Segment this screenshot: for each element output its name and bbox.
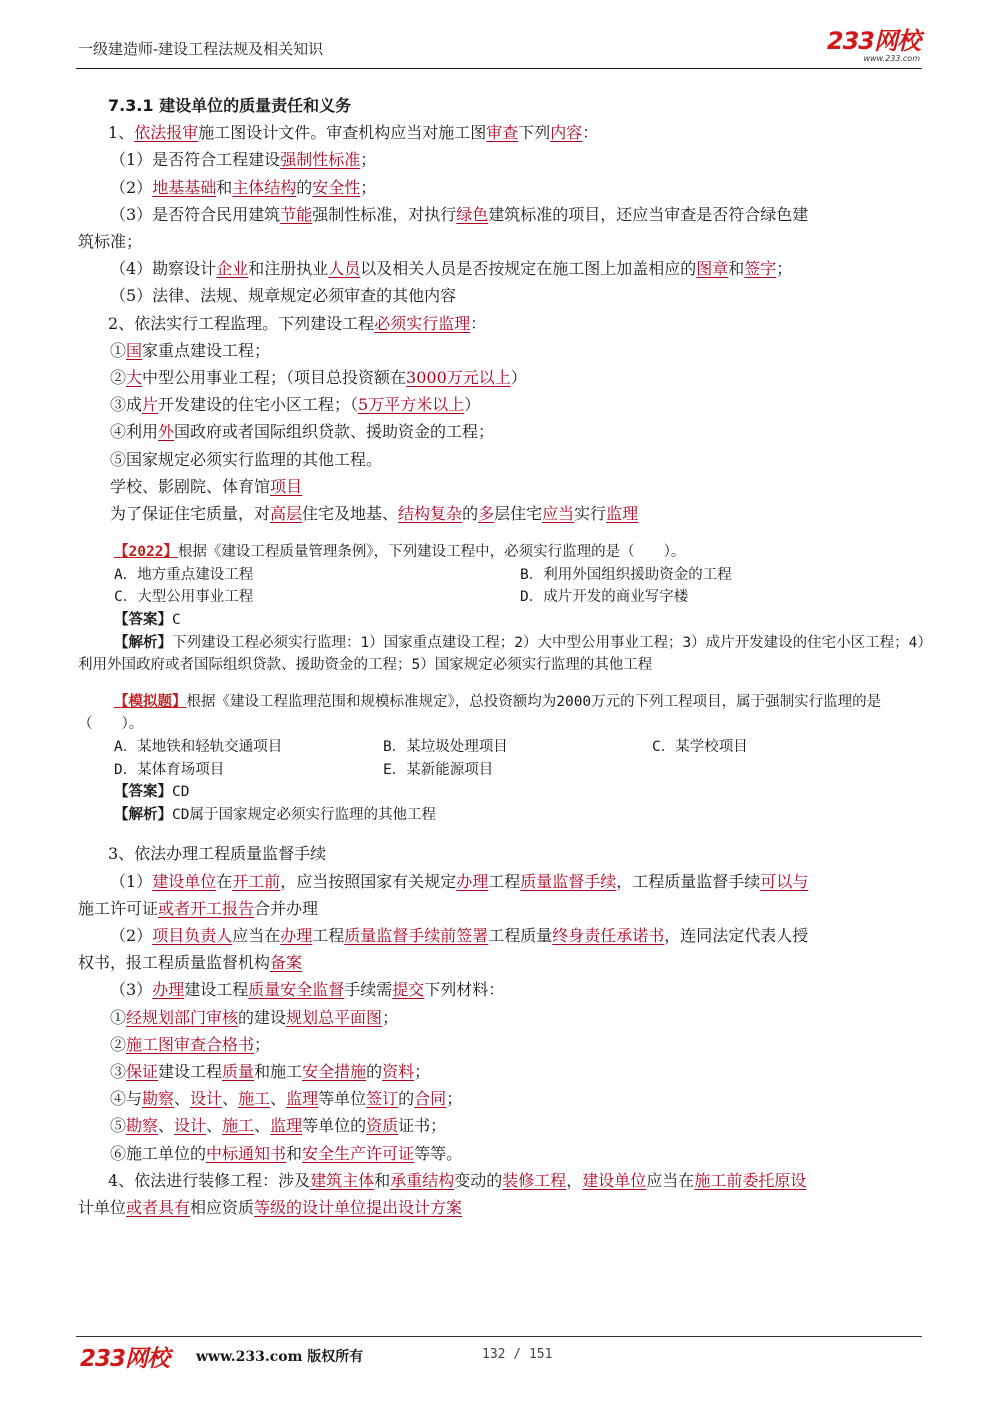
text-segment: ① — [110, 1007, 127, 1027]
keyword: 必须实行监理 — [374, 313, 471, 333]
header-title: 一级建造师-建设工程法规及相关知识 — [78, 40, 324, 58]
option-c: C．大型公用事业工程 — [114, 589, 254, 606]
paragraph — [78, 500, 928, 527]
text-segment: 和 — [216, 177, 233, 197]
keyword: 审查 — [486, 123, 519, 143]
text-segment: 体育馆 — [222, 476, 271, 496]
text-segment: 权书，报工程质量监督机构 — [78, 953, 271, 973]
text-segment: 、 — [206, 476, 223, 496]
text-segment: ③ — [110, 1062, 127, 1081]
footer-logo: 233网校 — [80, 1346, 170, 1372]
list-item — [78, 1058, 928, 1085]
keyword: 质量监督手续前签署 — [344, 925, 489, 945]
keyword: 办理 — [152, 980, 185, 1000]
answer — [78, 781, 928, 804]
keyword: 监理 — [606, 504, 639, 524]
keyword: 人员 — [328, 259, 361, 279]
text-segment: ④与 — [110, 1089, 143, 1109]
answer-label: 【答案】 — [114, 784, 172, 801]
list-item — [78, 1004, 928, 1031]
paragraph-continued — [78, 1194, 928, 1221]
answer-value: CD — [172, 784, 190, 801]
analysis — [78, 804, 928, 827]
list-item — [78, 473, 928, 500]
keyword: 建筑主体 — [310, 1170, 375, 1190]
question-tag: 【2022】 — [114, 544, 178, 561]
text-segment: 和 — [374, 1170, 391, 1190]
text-segment: 的 — [366, 1062, 383, 1081]
keyword: 签字 — [744, 259, 777, 279]
list-item — [78, 255, 928, 282]
text-segment: 实行 — [574, 504, 607, 524]
keyword: 3000万元以上 — [406, 368, 511, 388]
text-segment: （2） — [110, 177, 153, 197]
keyword: 规划总平面图 — [286, 1007, 383, 1027]
text-segment: 、 — [222, 1089, 239, 1109]
question-stem — [78, 691, 928, 736]
analysis-text: 下列建设工程必须实行监理：1）国家重点建设工程；2）大中型公用事业工程；3）成片开发建设的住宅小区工程；4）利用外国政府或者国际组织贷款、援助资金的工程；5）国家规定必须实行监理的其他工程 — [78, 634, 925, 674]
answer — [78, 609, 928, 632]
text-segment: 、 — [270, 1089, 287, 1109]
text-segment: ； — [382, 1007, 399, 1027]
keyword: 提交 — [392, 980, 425, 1000]
text-segment: 和 — [728, 259, 745, 279]
keyword: 施工前委托原设 — [694, 1170, 807, 1190]
keyword: 装修工程 — [502, 1170, 567, 1190]
text-segment: 等等。 — [414, 1143, 463, 1163]
text-segment: 应当在 — [232, 925, 281, 945]
keyword: 等级的设计单位提出设计方案 — [254, 1198, 463, 1218]
text-segment: 、 — [206, 1116, 223, 1136]
option-a: A．地方重点建设工程 — [114, 566, 254, 583]
list-item: （5）法律、法规、规章规定必须审查的其他内容 — [110, 286, 457, 306]
text-segment: 的 — [462, 504, 479, 524]
text-segment: 、 — [158, 1116, 175, 1136]
text-segment: 1、 — [108, 123, 135, 143]
text-segment: （4）勘察设计 — [110, 259, 217, 279]
option-a: A．某地铁和轻轨交通项目 — [114, 739, 283, 755]
logo-text: 233网校 — [826, 27, 920, 55]
keyword: 安全性 — [312, 177, 361, 197]
list-item — [78, 1031, 928, 1058]
text-segment: 下列 — [518, 123, 551, 143]
list-item-continued: 筑标准； — [78, 232, 143, 252]
keyword: 强制性标准 — [280, 150, 361, 170]
keyword: 承重结构 — [390, 1170, 455, 1190]
text-segment: 以及相关人员是否按规定在施工图上加盖相应的 — [360, 259, 697, 279]
analysis-label: 【解析】 — [114, 634, 172, 651]
keyword: 绿色 — [456, 204, 489, 224]
keyword: 建设单位 — [152, 871, 217, 891]
paragraph — [78, 310, 928, 337]
keyword: 资料 — [382, 1062, 415, 1081]
text-segment: ； — [360, 177, 377, 197]
keyword: 备案 — [270, 953, 303, 973]
text-segment: （3）是否符合民用建筑 — [110, 204, 281, 224]
list-item — [78, 391, 928, 418]
text-segment: ； — [776, 259, 793, 279]
keyword: 施工 — [222, 1116, 255, 1136]
text-segment: 施工图设计文件。审查机构应当对施工图 — [198, 123, 487, 143]
keyword: 中标通知书 — [206, 1143, 287, 1163]
text-segment: 4、依法进行装修工程：涉及 — [108, 1170, 311, 1190]
keyword: 终身责任承诺书 — [552, 925, 665, 945]
text-segment: ② — [110, 368, 127, 388]
keyword: 外 — [158, 422, 175, 442]
text-segment: （2） — [110, 925, 153, 945]
list-item — [78, 976, 928, 1003]
text-segment: ； — [360, 150, 377, 170]
text-segment: 等单位的 — [302, 1116, 367, 1136]
keyword: 设计 — [174, 1116, 207, 1136]
keyword: 保证 — [126, 1062, 159, 1081]
page-footer — [80, 1340, 920, 1370]
text-segment: 影剧院 — [158, 476, 207, 496]
list-item — [78, 922, 928, 949]
question-stem — [78, 541, 928, 564]
text-segment: 学校 — [110, 476, 143, 496]
text-segment: 强制性标准，对执行 — [312, 204, 457, 224]
options — [78, 736, 928, 781]
footer-copyright: www.233.com 版权所有 — [196, 1349, 364, 1365]
keyword: 办理 — [280, 925, 313, 945]
option-d: D．成片开发的商业写字楼 — [520, 589, 689, 606]
text-segment: ： — [470, 313, 487, 333]
logo-url: www.233.com — [863, 54, 920, 63]
keyword: 主体结构 — [232, 177, 297, 197]
keyword: 办理 — [456, 871, 489, 891]
text-segment: ，应当按照国家有关规定 — [280, 871, 457, 891]
text-segment: 应当在 — [646, 1170, 695, 1190]
keyword: 企业 — [216, 259, 249, 279]
keyword: 监理 — [270, 1116, 303, 1136]
text-segment: 层住宅 — [494, 504, 543, 524]
keyword: 内容 — [550, 123, 583, 143]
keyword: 项目负责人 — [152, 925, 233, 945]
keyword: 依法报审 — [134, 123, 199, 143]
list-item — [78, 418, 928, 445]
keyword: 施工图审查合格书 — [126, 1034, 255, 1054]
keyword: 节能 — [280, 204, 313, 224]
keyword: 开工前 — [232, 871, 281, 891]
keyword: 安全生产许可证 — [302, 1143, 415, 1163]
list-item — [78, 1085, 928, 1112]
text-segment: 和 — [286, 1143, 303, 1163]
paragraph — [78, 1167, 928, 1194]
text-segment: ④利用 — [110, 422, 159, 442]
text-segment: ； — [446, 1089, 463, 1109]
keyword: 勘察 — [126, 1116, 159, 1136]
text-segment: 施工许可证 — [78, 898, 159, 918]
text-segment: ： — [582, 123, 599, 143]
text-segment: 中型公用事业工程；（项目总投资额在 — [142, 368, 407, 388]
text-segment: 证书； — [398, 1116, 447, 1136]
keyword: 结构复杂 — [398, 504, 463, 524]
keyword: 项目 — [270, 476, 303, 496]
keyword: 勘察 — [142, 1089, 175, 1109]
text-segment: 和施工 — [254, 1062, 303, 1081]
text-segment: 开发建设的住宅小区工程；（ — [158, 395, 359, 415]
keyword: 质量 — [222, 1062, 255, 1081]
text-segment: 住宅及地基、 — [302, 504, 399, 524]
text-segment: 在 — [216, 871, 233, 891]
question-2022 — [78, 541, 928, 677]
list-item — [78, 337, 928, 364]
text-segment: 变动的 — [454, 1170, 503, 1190]
text-segment: ① — [110, 340, 127, 360]
text-segment: （1） — [110, 871, 153, 891]
text-segment: ； — [254, 1034, 271, 1054]
option-c: C．某学校项目 — [652, 739, 748, 755]
text-segment: ，工程质量监督手续 — [616, 871, 761, 891]
keyword: 或者开工报告 — [158, 898, 255, 918]
list-item: ⑤国家规定必须实行监理的其他工程。 — [110, 449, 383, 469]
analysis-text: CD属于国家规定必须实行监理的其他工程 — [172, 806, 436, 823]
answer-value: C — [172, 612, 181, 629]
text-segment: 合并办理 — [254, 898, 319, 918]
text-segment: 工程质量 — [488, 925, 553, 945]
keyword: 国 — [126, 340, 143, 360]
option-e: E．某新能源项目 — [383, 761, 494, 778]
text-segment: 计单位 — [78, 1198, 127, 1218]
text-segment: ） — [464, 395, 481, 415]
keyword: 片 — [142, 395, 159, 415]
question-mock — [78, 691, 928, 827]
answer-label: 【答案】 — [114, 612, 172, 629]
text-segment: 、 — [142, 476, 159, 496]
text-segment: 工程 — [312, 925, 345, 945]
text-segment: 、 — [254, 1116, 271, 1136]
page-number: 132 / 151 — [482, 1347, 553, 1362]
option-b: B．利用外国组织援助资金的工程 — [520, 566, 732, 583]
text-segment: ② — [110, 1034, 127, 1054]
keyword: 5万平方米以上 — [358, 395, 465, 415]
keyword: 质量安全监督 — [248, 980, 345, 1000]
analysis-label: 【解析】 — [114, 806, 172, 823]
question-text: 根据《建设工程监理范围和规模标准规定》，总投资额均为2000万元的下列工程项目，属于强制实行监理的是（ ）。 — [78, 693, 882, 733]
paragraph — [78, 119, 928, 146]
text-segment: 的 — [398, 1089, 415, 1109]
text-segment: 下列材料： — [424, 980, 505, 1000]
keyword: 签订 — [366, 1089, 399, 1109]
option-b: B．某垃圾处理项目 — [383, 739, 508, 755]
list-item-continued — [78, 895, 928, 922]
text-segment: 国政府或者国际组织贷款、援助资金的工程； — [174, 422, 495, 442]
list-item — [78, 201, 928, 228]
question-tag: 【模拟题】 — [114, 693, 187, 710]
text-segment: 工程 — [488, 871, 521, 891]
text-segment: ） — [510, 368, 527, 388]
question-text: 根据《建设工程质量管理条例》，下列建设工程中，必须实行监理的是（ ）。 — [177, 544, 686, 561]
list-item — [78, 174, 928, 201]
keyword: 监理 — [286, 1089, 319, 1109]
list-item-continued — [78, 949, 928, 976]
text-segment: 和注册执业 — [248, 259, 329, 279]
section-heading: 7.3.1 建设单位的质量责任和义务 — [108, 96, 352, 115]
keyword: 多 — [478, 504, 495, 524]
text-segment: ，连同法定代表人授 — [664, 925, 809, 945]
paragraph: 3、依法办理工程质量监督手续 — [108, 844, 327, 864]
brand-logo — [827, 28, 920, 63]
keyword: 图章 — [696, 259, 729, 279]
keyword: 可以与 — [760, 871, 809, 891]
text-segment: 的 — [296, 177, 313, 197]
text-segment: （1）是否符合工程建设 — [110, 150, 281, 170]
text-segment: 、 — [174, 1089, 191, 1109]
keyword: 地基基础 — [152, 177, 217, 197]
text-segment: 建设工程 — [158, 1062, 223, 1081]
list-item — [78, 868, 928, 895]
page-body — [78, 92, 928, 1221]
keyword: 施工 — [238, 1089, 271, 1109]
text-segment: 手续需 — [344, 980, 393, 1000]
list-item — [78, 1112, 928, 1139]
keyword: 经规划部门审核 — [126, 1007, 239, 1027]
keyword: 资质 — [366, 1116, 399, 1136]
list-item — [78, 1140, 928, 1167]
text-segment: ⑥施工单位的 — [110, 1143, 207, 1163]
text-segment: 建筑标准的项目，还应当审查是否符合绿色建 — [488, 204, 809, 224]
text-segment: 家重点建设工程； — [142, 340, 271, 360]
options — [78, 564, 928, 609]
text-segment: 为了保证住宅质量，对 — [110, 504, 271, 524]
keyword: 或者具有 — [126, 1198, 191, 1218]
text-segment: 的建设 — [238, 1007, 287, 1027]
keyword: 建设单位 — [582, 1170, 647, 1190]
keyword: 质量监督手续 — [520, 871, 617, 891]
analysis — [78, 632, 928, 677]
text-segment: ； — [414, 1062, 431, 1081]
keyword: 高层 — [270, 504, 303, 524]
list-item — [78, 146, 928, 173]
option-d: D．某体育场项目 — [114, 761, 225, 778]
list-item — [78, 364, 928, 391]
footer-divider — [76, 1336, 922, 1337]
keyword: 大 — [126, 368, 143, 388]
text-segment: 建设工程 — [184, 980, 249, 1000]
text-segment: （3） — [110, 980, 153, 1000]
text-segment: 相应资质 — [190, 1198, 255, 1218]
text-segment: ⑤ — [110, 1116, 127, 1136]
keyword: 安全措施 — [302, 1062, 367, 1081]
text-segment: 2、依法实行工程监理。下列建设工程 — [108, 313, 375, 333]
text-segment: 等单位 — [318, 1089, 367, 1109]
header-divider — [76, 68, 922, 69]
keyword: 设计 — [190, 1089, 223, 1109]
keyword: 应当 — [542, 504, 575, 524]
keyword: 合同 — [414, 1089, 447, 1109]
text-segment: ， — [566, 1170, 583, 1190]
text-segment: ③成 — [110, 395, 143, 415]
